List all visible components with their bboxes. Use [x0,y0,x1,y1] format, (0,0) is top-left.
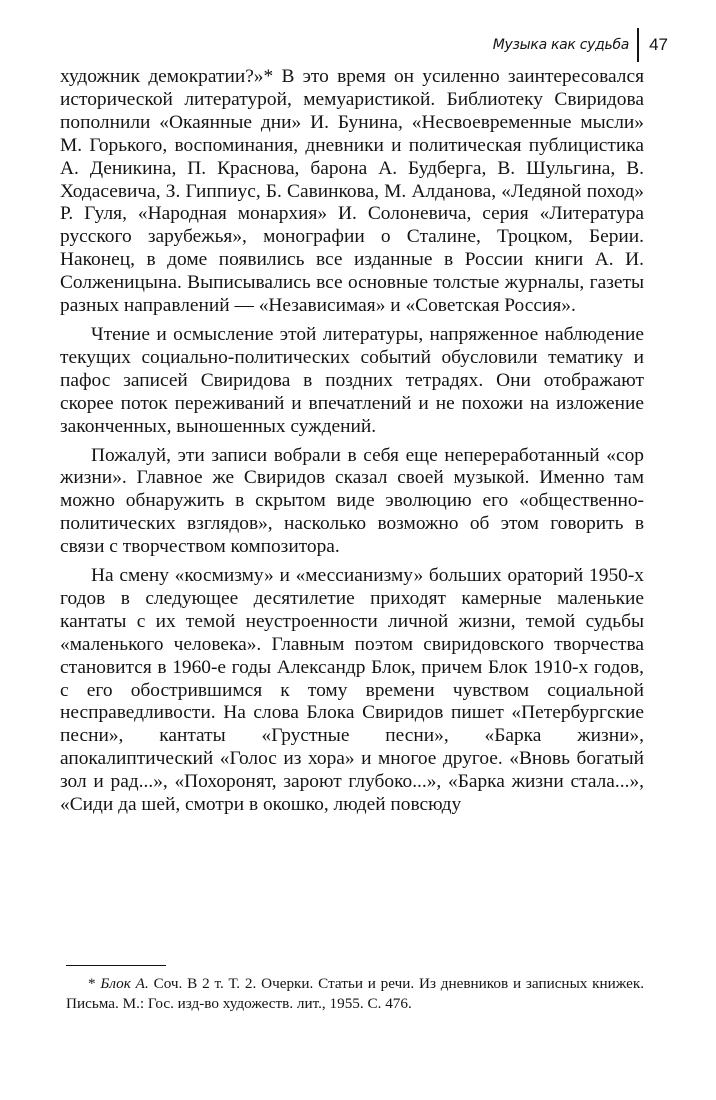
footnote-divider [66,965,166,966]
footnote-marker: * [88,975,96,992]
running-head [493,28,668,62]
paragraph: Пожалуй, эти записи вобрали в себя еще непереработанный «сор жизни». Главное же Свиридов сказал своей музыкой. Именно там можно обнаружить в скрытом виде эволюцию его «общественно-политических взглядов», насколько возможно об этом говорить в связи с творчеством композитора. [60,444,644,558]
page-number: 47 [649,35,668,54]
footnote-author: Блок А. [100,975,149,992]
footnote-text: Соч. В 2 т. Т. 2. Очерки. Статьи и речи. Из дневников и записных книжек. Письма. М.: Гос. изд-во художеств. лит., 1955. С. 476. [66,975,645,1012]
footnote [66,974,644,1014]
body-text [60,66,644,823]
paragraph: Чтение и осмысление этой литературы, напряженное наблюдение текущих социально-политических событий обусловили тематику и пафос записей Свиридова в поздних тетрадях. Они отображают скорее поток переживаний и впечатлений и не похожи на изложение законченных, выношенных суждений. [60,323,644,437]
running-head-title: Музыка как судьба [492,37,630,53]
paragraph: На смену «космизму» и «мессианизму» больших ораторий 1950-х годов в следующее десятилетие приходят камерные маленькие кантаты с их темой неустроенности личной жизни, темой судьбы «маленького человека». Главным поэтом свиридовского творчества становится в 1960-е годы Александр Блок, причем Блок 1910-х годов, с его обострившимся к тому времени чувством социальной несправедливости. На слова Блока Свиридов пишет «Петербургские песни», кантаты «Грустные песни», «Барка жизни», апокалиптический «Голос из хора» и многое другое. «Вновь богатый зол и рад...», «Похоронят, зароют глубоко...», «Барка жизни стала...», «Сиди да шей, смотри в окошко, людей повсюду [60,565,644,816]
paragraph-continued: художник демократии?»* В это время он усиленно заинтересовался исторической литературой, мемуаристикой. Библиотеку Свиридова пополнили «Окаянные дни» И. Бунина, «Несвоевременные мысли» М. Горького, воспоминания, дневники и политическая публицистика А. Деникина, П. Краснова, барона А. Будберга, В. Шульгина, В. Ходасевича, З. Гиппиус, Б. Савинкова, М. Алданова, «Ледяной поход» Р. Гуля, «Народная монархия» И. Солоневича, серия «Литература русского зарубежья», монографии о Сталине, Троцком, Берии. Наконец, в доме появились все изданные в России книги А. И. Солженицына. Выписывались все основные толстые журналы, газеты разных направлений — «Независимая» и «Советская Россия». [60,66,644,317]
